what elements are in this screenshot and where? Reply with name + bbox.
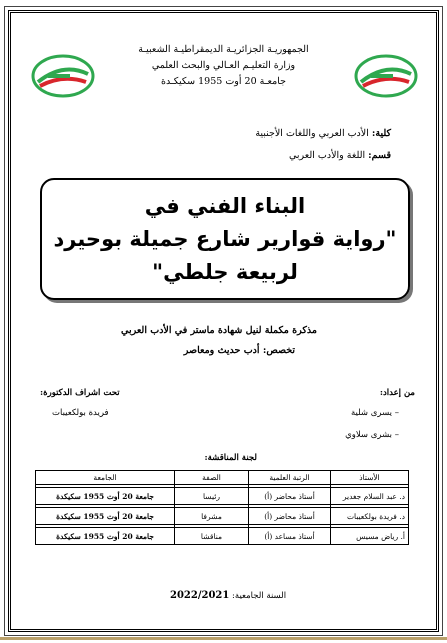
member-university: جامعة 20 أوت 1955 سكيكدة [36, 508, 175, 525]
committee-header-row [36, 471, 409, 485]
member-rank: أستاذ محاضر (أ) [249, 488, 331, 505]
prepared-by-label: من إعداد: [379, 388, 415, 398]
table-row [36, 528, 409, 545]
member-role: رئيسا [175, 488, 249, 505]
academic-year-label: السنة الجامعية: [229, 591, 287, 601]
member-university: جامعة 20 أوت 1955 سكيكدة [36, 488, 175, 505]
member-rank: أستاذ مساعد (أ) [249, 528, 331, 545]
republic-line: الجمهوريـة الجزائريـة الديمقراطيـة الشعبيـة [138, 44, 309, 55]
member-university: جامعة 20 أوت 1955 سكيكدة [36, 528, 175, 545]
table-row [36, 508, 409, 525]
thesis-title-box [40, 178, 410, 300]
faculty-line [255, 128, 391, 139]
thesis-note: مذكرة مكملة لنيل شهادة ماستر في الأدب العربي [121, 325, 317, 336]
ministry-line: وزارة التعليـم العـالي والبحث العلمي [151, 60, 296, 71]
member-name: أ. رياض مسيس [331, 528, 409, 545]
committee-label: لجنة المناقشة: [204, 453, 257, 463]
specialization: تخصص: أدب حديث ومعاصر [183, 345, 295, 356]
university-logo-right [353, 52, 419, 100]
university-line: جامعـة 20 أوت 1955 سكيكـدة [161, 76, 286, 87]
faculty-label: كلية: [371, 128, 391, 139]
department-value: اللغة والأدب العربي [288, 150, 369, 161]
member-name: د. فريدة بولكعيبات [331, 508, 409, 525]
department-line [289, 150, 391, 161]
official-header [110, 42, 337, 90]
faculty-value: الأدب العربي واللغات الأجنبية [255, 128, 372, 139]
member-role: مشرفا [175, 508, 249, 525]
footer-rule [0, 637, 447, 640]
table-row [36, 488, 409, 505]
department-label: قسم: [368, 150, 391, 161]
col-role: الصفة [175, 471, 249, 485]
academic-year [170, 590, 286, 601]
student-2: – بشرى سلاوي [345, 430, 399, 440]
student-1: – يسرى شلية [350, 408, 399, 418]
committee-table [35, 470, 409, 545]
member-rank: أستاذ محاضر (أ) [249, 508, 331, 525]
member-role: مناقشا [175, 528, 249, 545]
col-professor: الأستاذ [331, 471, 409, 485]
col-rank: الرتبة العلمية [249, 471, 331, 485]
supervisor-name: فريدة بولكعيبات [52, 408, 109, 418]
col-university: الجامعة [36, 471, 175, 485]
supervision-label: تحت اشراف الدكتورة: [40, 388, 120, 398]
member-name: د. عبد السلام جغدير [331, 488, 409, 505]
title-line-2: "رواية قوارير شارع جميلة بوحيرد [53, 226, 397, 251]
title-line-1: البناء الفني في [144, 193, 306, 218]
university-logo-left [30, 52, 96, 100]
academic-year-value: 2022/2021 [170, 590, 230, 601]
title-line-3: لربيعة جلطي" [152, 259, 298, 284]
